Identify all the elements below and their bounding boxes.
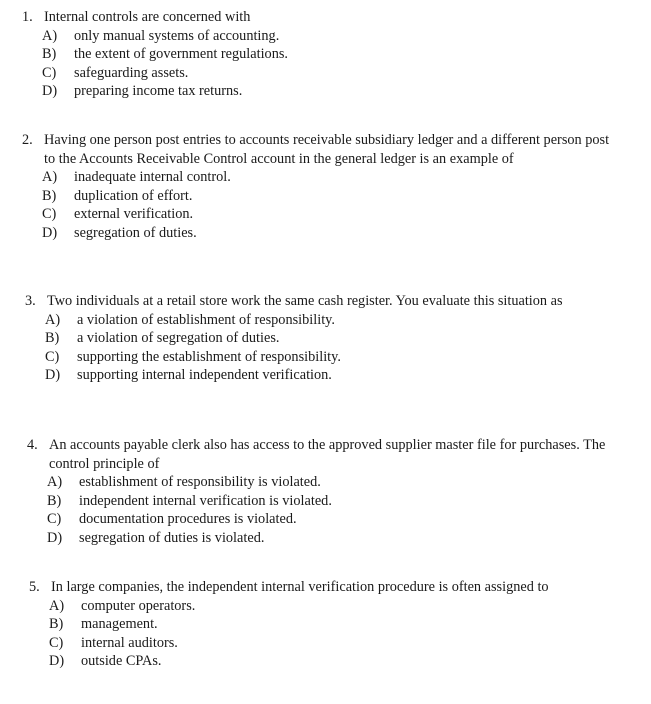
option-a: [22, 168, 622, 187]
option-b: [29, 615, 629, 634]
options-list: [27, 473, 627, 547]
option-text: segregation of duties is violated.: [79, 529, 265, 546]
option-text: internal auditors.: [81, 634, 178, 651]
option-text: segregation of duties.: [74, 224, 197, 241]
option-text: inadequate internal control.: [74, 169, 231, 186]
option-letter: B): [42, 187, 57, 204]
option-text: safeguarding assets.: [74, 64, 189, 81]
question-5: [29, 578, 629, 671]
question-number: 5.: [29, 579, 40, 595]
option-letter: A): [42, 27, 58, 44]
options-list: [22, 27, 622, 101]
option-c: [27, 510, 627, 529]
question-stem: [22, 131, 622, 168]
option-a: [22, 27, 622, 46]
question-1: [22, 8, 622, 101]
option-letter: D): [47, 529, 63, 546]
option-letter: C): [45, 348, 60, 365]
option-b: [25, 329, 625, 348]
question-2: [22, 131, 622, 243]
option-c: [29, 634, 629, 653]
option-text: only manual systems of accounting.: [74, 27, 280, 44]
question-number: 4.: [27, 437, 38, 453]
question-number: 1.: [22, 9, 33, 25]
question-text: Internal controls are concerned with: [44, 9, 251, 25]
option-letter: B): [45, 330, 60, 347]
options-list: [22, 168, 622, 242]
option-letter: B): [49, 616, 64, 633]
question-3: [25, 292, 625, 385]
option-b: [22, 187, 622, 206]
option-d: [27, 529, 627, 548]
option-text: documentation procedures is violated.: [79, 511, 297, 528]
option-letter: A): [45, 311, 61, 328]
option-letter: C): [42, 206, 57, 223]
options-list: [29, 597, 629, 671]
option-letter: D): [42, 83, 58, 100]
option-b: [22, 45, 622, 64]
option-letter: B): [47, 492, 62, 509]
option-letter: D): [49, 653, 65, 670]
option-text: the extent of government regulations.: [74, 46, 288, 63]
option-a: [29, 597, 629, 616]
question-text: Having one person post entries to accounts receivable subsidiary ledger and a different person post to the Accounts Receivable Control account in the general ledger is an example of: [44, 132, 610, 167]
option-text: a violation of establishment of responsibility.: [77, 311, 335, 328]
option-d: [29, 652, 629, 671]
option-d: [22, 82, 622, 101]
option-letter: A): [49, 597, 65, 614]
option-a: [27, 473, 627, 492]
option-letter: B): [42, 46, 57, 63]
option-text: establishment of responsibility is violated.: [79, 474, 321, 491]
option-b: [27, 492, 627, 511]
question-text: In large companies, the independent internal verification procedure is often assigned to: [51, 579, 549, 595]
option-text: management.: [81, 616, 158, 633]
option-a: [25, 311, 625, 330]
option-letter: D): [42, 224, 58, 241]
option-letter: A): [42, 169, 58, 186]
option-text: computer operators.: [81, 597, 196, 614]
option-letter: C): [42, 64, 57, 81]
option-text: preparing income tax returns.: [74, 83, 243, 100]
question-4: [27, 436, 627, 548]
option-text: supporting internal independent verification.: [77, 367, 332, 384]
options-list: [25, 311, 625, 385]
option-text: duplication of effort.: [74, 187, 193, 204]
option-c: [22, 64, 622, 83]
option-d: [22, 224, 622, 243]
question-stem: [29, 578, 629, 597]
question-number: 2.: [22, 132, 33, 148]
option-c: [22, 205, 622, 224]
option-c: [25, 348, 625, 367]
question-stem: [22, 8, 622, 27]
question-text: Two individuals at a retail store work the same cash register. You evaluate this situation as: [47, 293, 563, 309]
question-stem: [25, 292, 625, 311]
option-text: a violation of segregation of duties.: [77, 330, 280, 347]
option-text: external verification.: [74, 206, 194, 223]
option-d: [25, 366, 625, 385]
option-text: outside CPAs.: [81, 653, 162, 670]
option-letter: D): [45, 367, 61, 384]
question-text: An accounts payable clerk also has access to the approved supplier master file for purchases. The control principle of: [49, 437, 606, 472]
option-letter: C): [49, 634, 64, 651]
option-text: supporting the establishment of responsibility.: [77, 348, 341, 365]
question-stem: [27, 436, 627, 473]
question-number: 3.: [25, 293, 36, 309]
option-letter: C): [47, 511, 62, 528]
option-text: independent internal verification is violated.: [79, 492, 332, 509]
option-letter: A): [47, 474, 63, 491]
